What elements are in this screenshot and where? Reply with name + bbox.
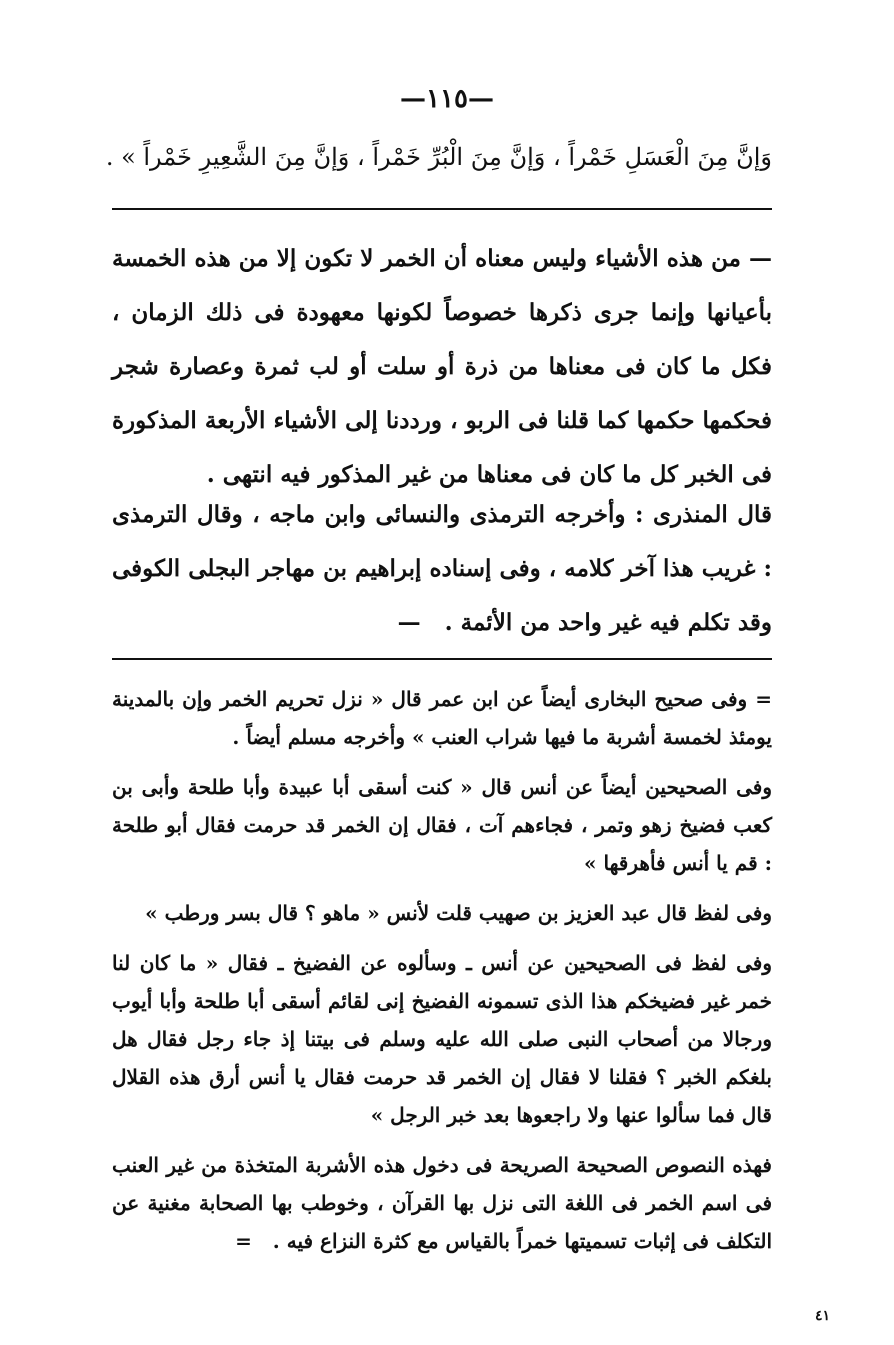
continuation-mark: — — [397, 609, 421, 636]
footnote-paragraph-2: وفى الصحيحين أيضاً عن أنس قال « كنت أسقى أبا عبيدة وأبا طلحة وأبى بن كعب فضيخ زهو وتمر ، فجاءهم آت ، فقال إن الخمر قد حرمت فقال أبو طلحة : قم يا أنس فأهرقها » — [112, 775, 772, 875]
main-text-paragraph-1 — [112, 232, 772, 502]
corner-mark: ٤١ — [815, 1308, 831, 1324]
footnote-paragraph-4: وفى لفظ فى الصحيحين عن أنس ـ وسألوه عن الفضيخ ـ فقال « ما كان لنا خمر غير فضيخكم هذا الذى تسمونه الفضيخ إنى لقائم أسقى أبا طلحة وأبا أيوب ورجالا من أصحاب النبى صلى الله عليه وسلم فى بيتنا إذ جاء رجل فقال هل بلغكم الخبر ؟ فقلنا لا فقال إن الخمر قد حرمت فقال يا أنس أرق هذه القلال قال فما سألوا عنها ولا راجعوها بعد خبر الرجل » — [112, 951, 772, 1127]
footnote-divider — [112, 658, 772, 660]
page-number: —١١٥— — [400, 84, 494, 114]
header-divider — [112, 208, 772, 210]
hadith-verse-line: وَإنَّ مِنَ الْعَسَلِ خَمْراً ، وَإنَّ مِنَ الْبُرِّ خَمْراً ، وَإنَّ مِنَ الشَّعِيرِ خَمْراً » . — [105, 143, 772, 171]
main-paragraph-2: قال المنذرى : وأخرجه الترمذى والنسائى وابن ماجه ، وقال الترمذى : غريب هذا آخر كلامه ، وفى إسناده إبراهيم بن مهاجر البجلى الكوفى وقد تكلم فيه غير واحد من الأئمة . — — [112, 501, 772, 636]
footnote-paragraph-3: وفى لفظ قال عبد العزيز بن صهيب قلت لأنس « ماهو ؟ قال بسر ورطب » — [145, 901, 772, 925]
footnote-section — [112, 680, 772, 1272]
footnote-paragraph-1: = وفى صحيح البخارى أيضاً عن ابن عمر قال « نزل تحريم الخمر وإن بالمدينة يومئذ لخمسة أشربة ما فيها شراب العنب » وأخرجه مسلم أيضاً . — [112, 687, 772, 749]
footnote-paragraph-5: فهذه النصوص الصحيحة الصريحة فى دخول هذه الأشربة المتخذة من غير العنب فى اسم الخمر فى اللغة التى نزل بها القرآن ، وخوطب بها الصحابة مغنية عن التكلف فى إثبات تسميتها خمراً بالقياس مع كثرة النزاع فيه . = — [112, 1153, 772, 1253]
main-text-paragraph-2 — [112, 488, 772, 650]
main-paragraph-1: — من هذه الأشياء وليس معناه أن الخمر لا تكون إلا من هذه الخمسة بأعيانها وإنما جرى ذكرها خصوصاً لكونها معهودة فى ذلك الزمان ، فكل ما كان فى معناها من ذرة أو سلت أو لب ثمرة وعصارة شجر فحكمها حكمها كما قلنا فى الربو ، ورددنا إلى الأشياء الأربعة المذكورة فى الخبر كل ما كان فى معناها من غير المذكور فيه انتهى . — [112, 245, 772, 488]
footnote-continuation-mark: = — [235, 1229, 252, 1253]
